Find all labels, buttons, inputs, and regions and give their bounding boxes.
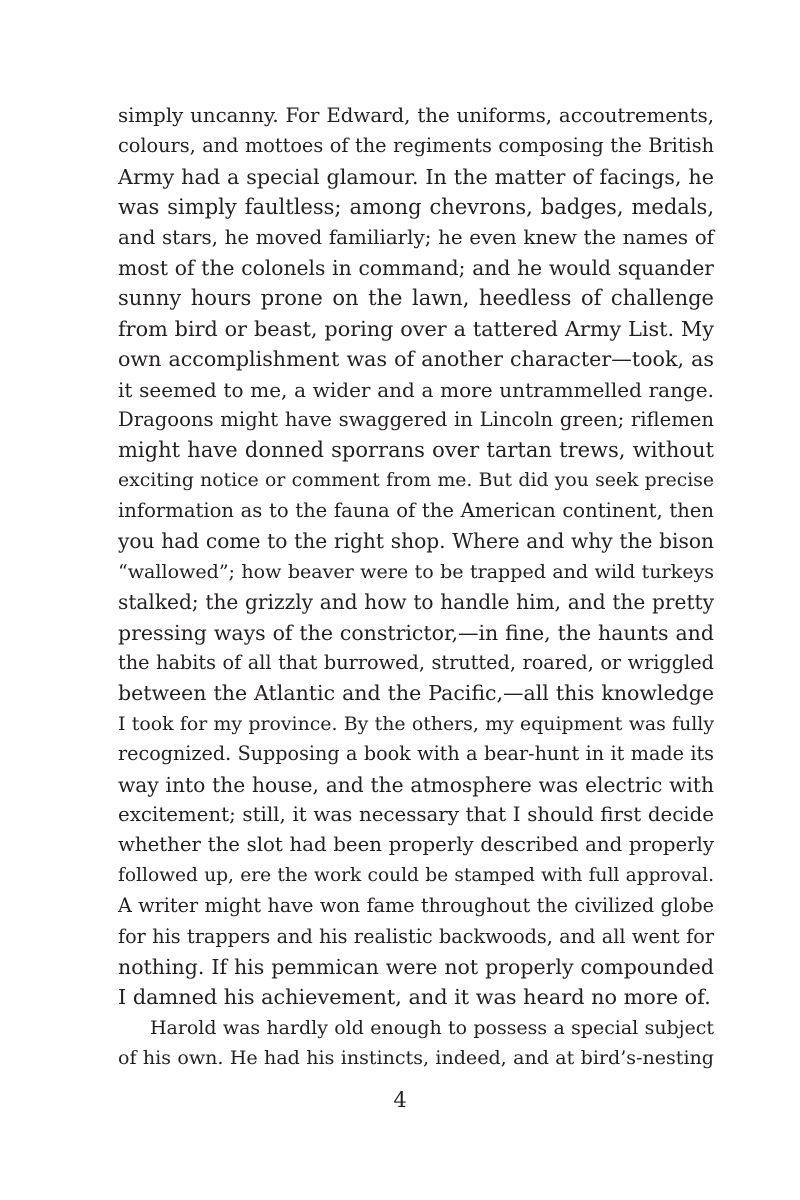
text-line: stalked; the grizzly and how to handle him, and the pretty [118,590,714,615]
text-line: way into the house, and the atmosphere was electric with [118,772,714,797]
text-line: colours, and mottoes of the regiments composing the British [118,134,714,158]
body-text [118,101,714,1074]
text-line: was simply faultless; among chevrons, badges, medals, [118,195,714,220]
text-line: Army had a special glamour. In the matter of facings, he [118,164,714,189]
paragraph-start-line: Harold was hardly old enough to possess a special subject [150,1016,714,1039]
text-line: recognized. Supposing a book with a bear-hunt in it made its [118,742,714,766]
text-line: information as to the fauna of the American continent, then [118,499,714,523]
text-line: between the Atlantic and the Pacific,—all this knowledge [118,681,714,706]
text-line: Dragoons might have swaggered in Lincoln green; riflemen [118,407,714,431]
text-line: it seemed to me, a wider and a more untrammelled range. [118,377,714,402]
text-line: pressing ways of the constrictor,—in fine, the haunts and [118,620,714,645]
text-line: you had come to the right shop. Where and why the bison [118,529,714,554]
text-line: “wallowed”; how beaver were to be trapped and wild turkeys [118,560,714,583]
text-line: from bird or beast, poring over a tattered Army List. My [118,316,714,341]
text-line: nothing. If his pemmican were not properly compounded [118,954,714,979]
text-line: might have donned sporrans over tartan trews, without [118,438,714,463]
text-line: for his trappers and his realistic backwoods, and all went for [118,924,714,948]
text-line: own accomplishment was of another character—took, as [118,347,714,372]
text-line: and stars, he moved familiarly; he even knew the names of [118,225,714,249]
text-line: the habits of all that burrowed, strutted, roared, or wriggled [118,651,714,675]
text-line: simply uncanny. For Edward, the uniforms, accoutrements, [118,104,714,127]
text-line: I took for my province. By the others, my equipment was fully [118,712,714,735]
text-line: sunny hours prone on the lawn, heedless of challenge [118,286,714,311]
text-line: most of the colonels in command; and he would squander [118,255,714,280]
text-line: exciting notice or comment from me. But did you seek precise [118,469,714,491]
text-line: A writer might have won fame throughout the civilized globe [118,894,714,918]
text-line: of his own. He had his instincts, indeed, and at bird’s-nesting [118,1047,714,1070]
text-line: followed up, ere the work could be stamped with full approval. [118,864,714,886]
page-number: 4 [393,1088,407,1112]
text-line: whether the slot had been properly described and properly [118,833,714,857]
paragraph-end-line: I damned his achievement, and it was heard no more of. [118,985,711,1010]
text-line: excitement; still, it was necessary that I should first decide [118,802,714,826]
